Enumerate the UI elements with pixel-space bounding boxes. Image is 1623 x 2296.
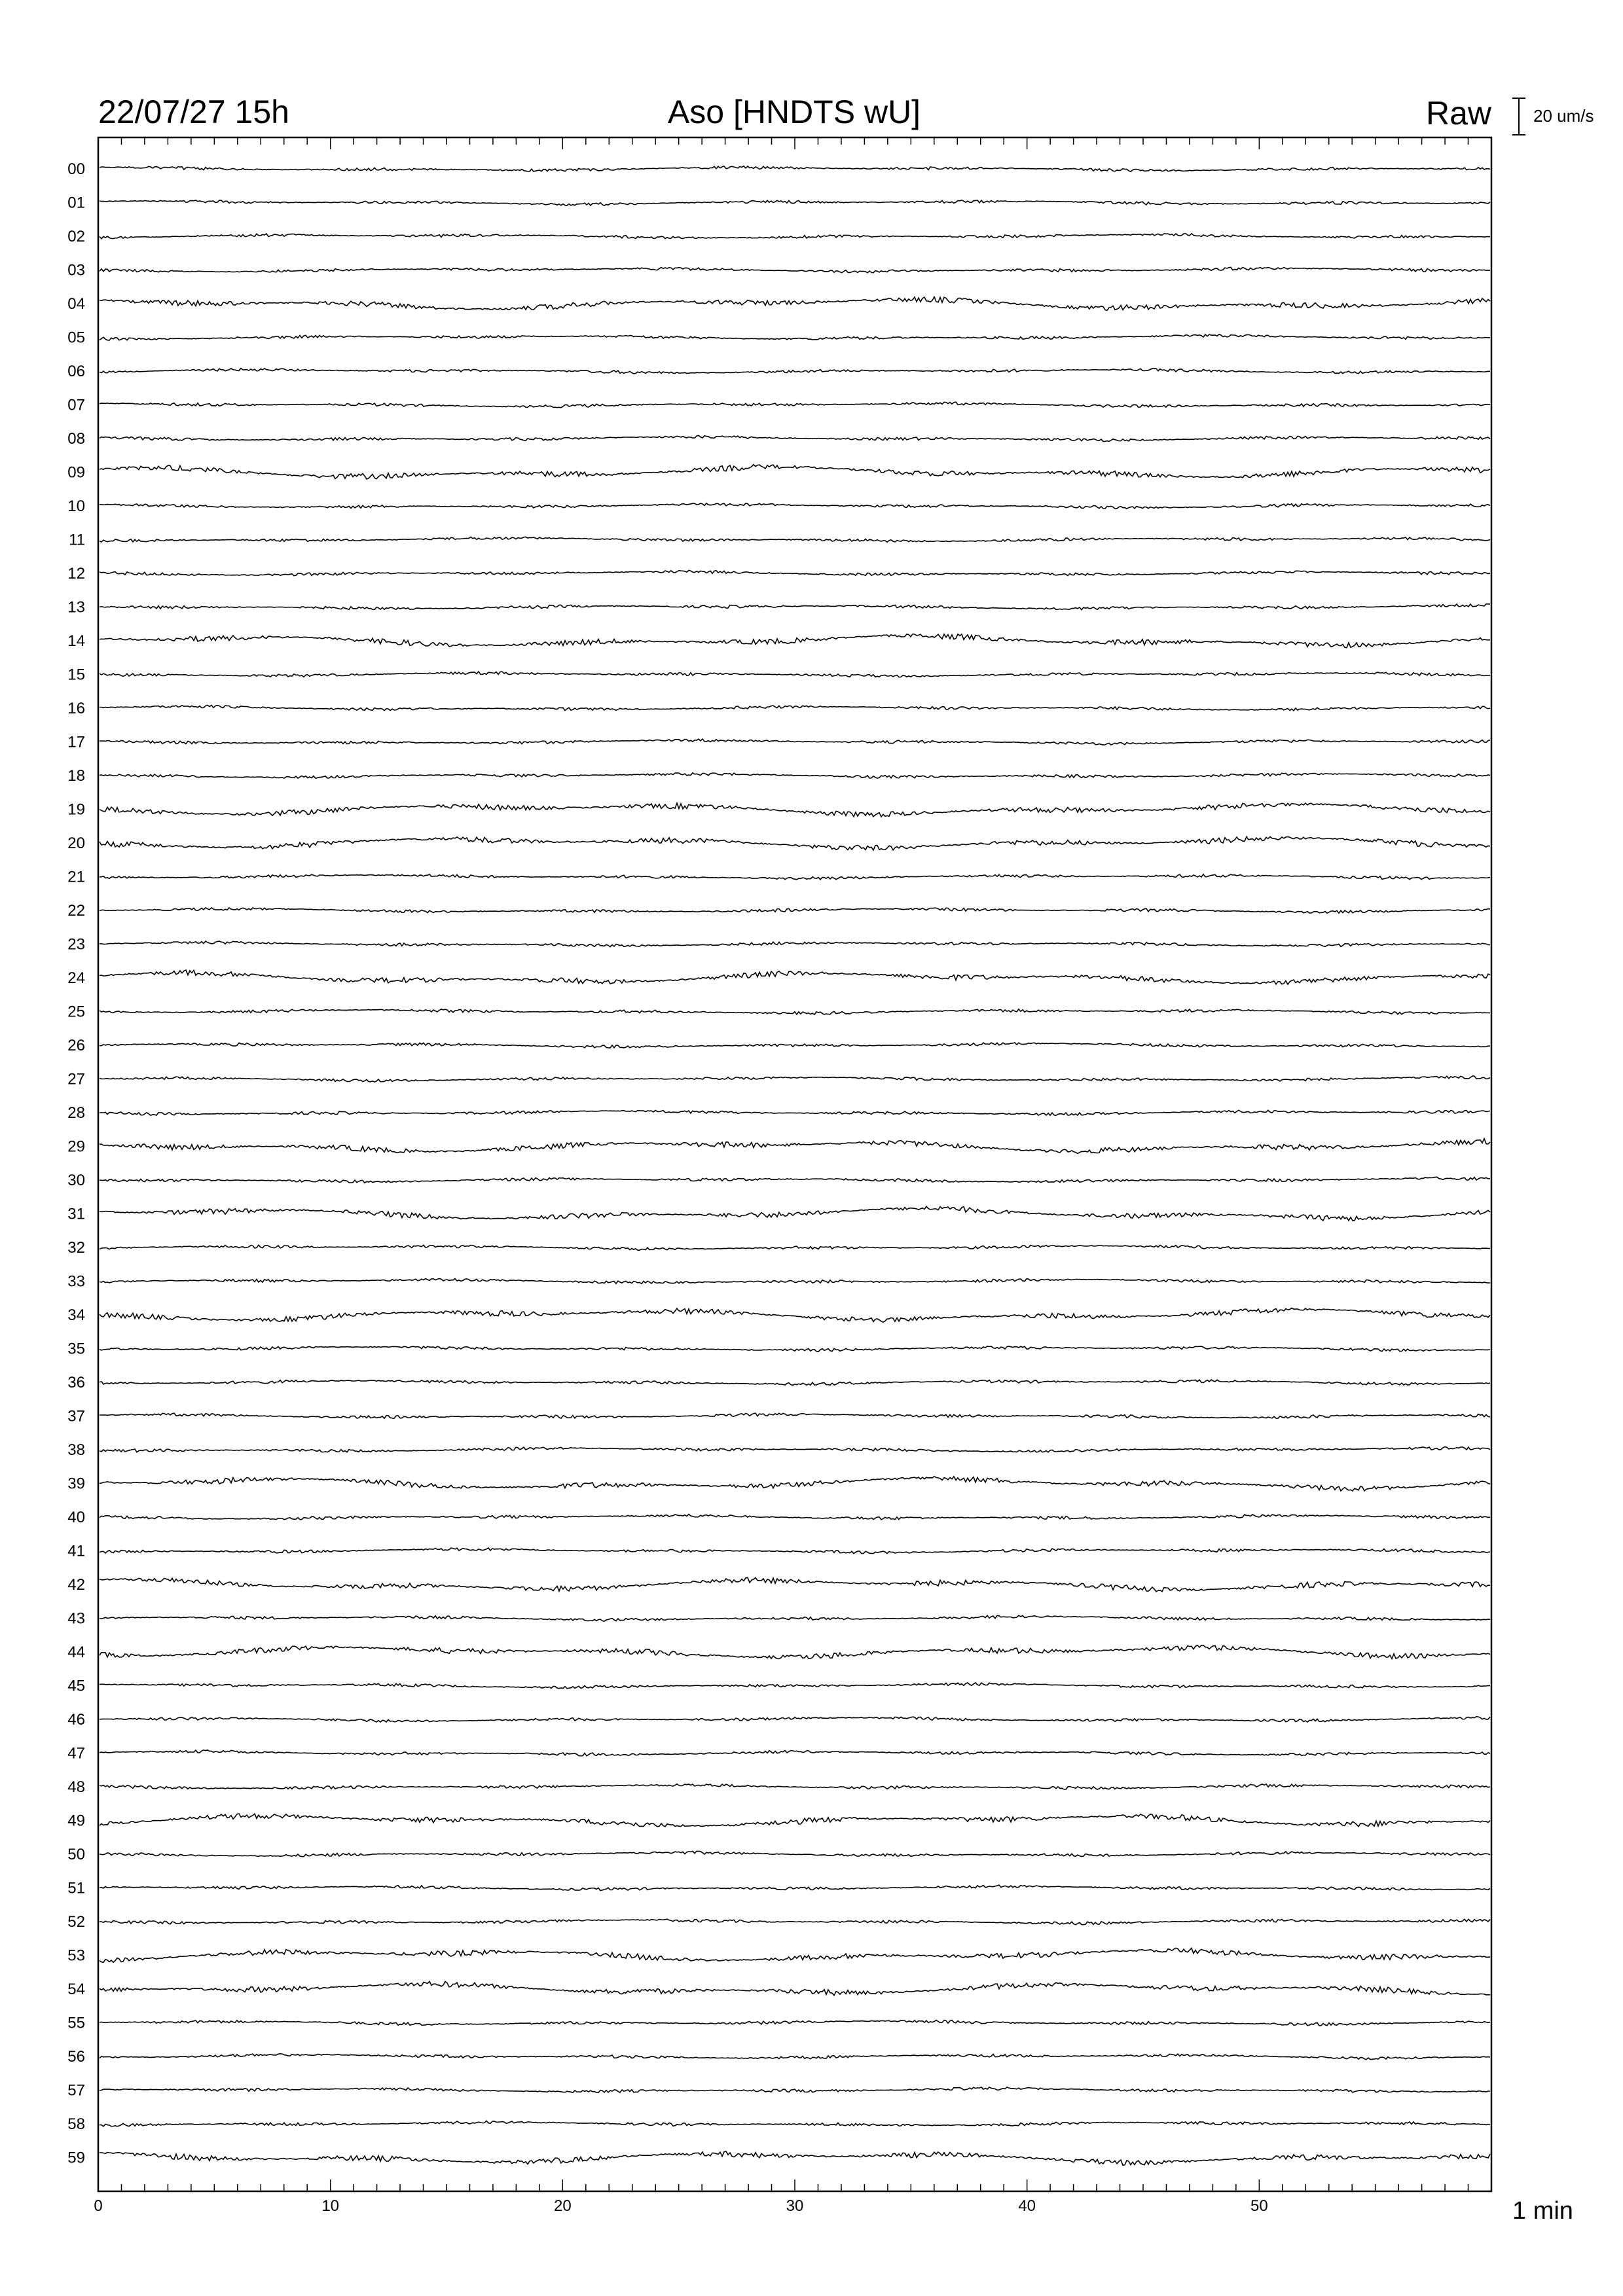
trace-59 <box>100 2151 1490 2165</box>
traces <box>100 166 1490 2165</box>
x-tick-label-3: 30 <box>786 2197 804 2215</box>
trace-20 <box>100 836 1490 850</box>
trace-58 <box>100 2121 1490 2126</box>
trace-44 <box>100 1645 1490 1659</box>
trace-11 <box>100 537 1490 542</box>
amplitude-scale-bar <box>1512 98 1594 135</box>
trace-51 <box>100 1885 1490 1891</box>
row-label-22: 22 <box>67 902 85 920</box>
row-label-11: 11 <box>69 531 85 549</box>
row-label-34: 34 <box>67 1306 85 1324</box>
row-label-14: 14 <box>67 632 85 650</box>
row-label-03: 03 <box>67 261 85 279</box>
trace-03 <box>100 267 1490 272</box>
trace-39 <box>100 1477 1490 1491</box>
trace-16 <box>100 706 1490 711</box>
mode-label: Raw <box>1425 95 1491 132</box>
x-tick-label-2: 20 <box>553 2197 572 2215</box>
row-label-12: 12 <box>67 565 85 583</box>
row-label-16: 16 <box>67 700 85 717</box>
trace-15 <box>100 672 1490 677</box>
trace-54 <box>100 1981 1490 1995</box>
trace-22 <box>100 908 1490 914</box>
row-label-42: 42 <box>67 1576 85 1594</box>
row-label-21: 21 <box>67 868 85 886</box>
row-label-59: 59 <box>67 2149 85 2167</box>
row-label-20: 20 <box>67 834 85 852</box>
row-label-49: 49 <box>67 1812 85 1830</box>
row-label-50: 50 <box>67 1846 85 1863</box>
row-label-13: 13 <box>67 598 85 617</box>
row-label-19: 19 <box>67 800 85 819</box>
trace-31 <box>100 1206 1490 1221</box>
x-axis-label: 1 min <box>1512 2197 1573 2225</box>
row-label-45: 45 <box>67 1677 85 1695</box>
x-tick-label-1: 10 <box>321 2197 340 2215</box>
trace-48 <box>100 1784 1490 1789</box>
row-label-00: 00 <box>67 160 85 178</box>
row-label-35: 35 <box>67 1340 85 1358</box>
row-label-30: 30 <box>67 1172 85 1189</box>
trace-53 <box>100 1948 1490 1962</box>
row-label-47: 47 <box>67 1744 85 1763</box>
trace-25 <box>100 1009 1490 1014</box>
row-label-52: 52 <box>67 1913 85 1931</box>
trace-35 <box>100 1346 1490 1352</box>
trace-41 <box>100 1548 1490 1554</box>
trace-09 <box>100 465 1490 479</box>
row-label-33: 33 <box>67 1272 85 1291</box>
trace-49 <box>100 1814 1490 1827</box>
trace-26 <box>100 1043 1490 1048</box>
trace-08 <box>100 435 1490 441</box>
row-label-17: 17 <box>67 733 85 751</box>
trace-27 <box>100 1076 1490 1082</box>
row-label-02: 02 <box>67 228 85 245</box>
trace-34 <box>100 1308 1490 1323</box>
row-label-48: 48 <box>67 1778 85 1796</box>
trace-29 <box>100 1139 1490 1154</box>
trace-17 <box>100 739 1490 745</box>
row-label-01: 01 <box>67 194 85 212</box>
trace-55 <box>100 2020 1490 2026</box>
trace-10 <box>100 503 1490 509</box>
trace-12 <box>100 570 1490 575</box>
row-label-56: 56 <box>67 2048 85 2066</box>
trace-42 <box>100 1577 1490 1591</box>
trace-47 <box>100 1750 1490 1756</box>
scale-label: 20 um/s <box>1533 106 1594 126</box>
trace-45 <box>100 1683 1490 1689</box>
trace-07 <box>100 402 1490 408</box>
trace-01 <box>100 200 1490 206</box>
trace-38 <box>100 1447 1490 1452</box>
row-label-07: 07 <box>67 396 85 414</box>
row-label-44: 44 <box>67 1643 85 1661</box>
trace-06 <box>100 368 1490 374</box>
row-label-55: 55 <box>67 2014 85 2032</box>
row-label-05: 05 <box>67 329 85 347</box>
row-label-53: 53 <box>67 1946 85 1965</box>
trace-23 <box>100 941 1490 947</box>
row-label-39: 39 <box>67 1475 85 1493</box>
trace-24 <box>100 970 1490 984</box>
datetime-label: 22/07/27 15h <box>98 94 289 130</box>
row-label-43: 43 <box>67 1609 85 1628</box>
trace-02 <box>100 234 1490 239</box>
row-label-51: 51 <box>67 1879 85 1897</box>
row-label-46: 46 <box>67 1711 85 1729</box>
trace-57 <box>100 2087 1490 2092</box>
plot-frame <box>98 137 1491 2191</box>
row-label-29: 29 <box>67 1138 85 1156</box>
trace-30 <box>100 1177 1490 1183</box>
row-label-54: 54 <box>67 1981 85 1998</box>
trace-46 <box>100 1717 1490 1722</box>
row-label-18: 18 <box>67 767 85 785</box>
trace-00 <box>100 166 1490 171</box>
trace-32 <box>100 1245 1490 1250</box>
trace-13 <box>100 604 1490 610</box>
row-label-10: 10 <box>67 497 85 515</box>
trace-05 <box>100 334 1490 340</box>
row-labels <box>67 160 85 2167</box>
trace-04 <box>100 297 1490 311</box>
x-tick-labels <box>94 2197 1267 2215</box>
trace-43 <box>100 1615 1490 1621</box>
row-label-37: 37 <box>67 1407 85 1426</box>
row-label-57: 57 <box>67 2081 85 2100</box>
row-label-23: 23 <box>67 935 85 954</box>
x-tick-label-0: 0 <box>94 2197 103 2215</box>
trace-56 <box>100 2054 1490 2060</box>
row-label-27: 27 <box>67 1070 85 1088</box>
row-label-04: 04 <box>67 295 85 313</box>
row-label-36: 36 <box>67 1374 85 1391</box>
row-label-06: 06 <box>67 363 85 380</box>
x-tick-label-4: 40 <box>1018 2197 1036 2215</box>
row-label-31: 31 <box>67 1205 85 1223</box>
row-label-24: 24 <box>67 969 85 987</box>
row-label-15: 15 <box>67 666 85 684</box>
row-label-32: 32 <box>67 1239 85 1257</box>
minor-ticks <box>98 137 1491 2191</box>
row-label-08: 08 <box>67 430 85 448</box>
row-label-38: 38 <box>67 1441 85 1459</box>
trace-50 <box>100 1851 1490 1856</box>
x-tick-label-5: 50 <box>1250 2197 1268 2215</box>
row-label-09: 09 <box>67 463 85 482</box>
trace-33 <box>100 1279 1490 1284</box>
trace-14 <box>100 634 1490 648</box>
trace-36 <box>100 1380 1490 1385</box>
trace-52 <box>100 1919 1490 1925</box>
row-label-25: 25 <box>67 1003 85 1021</box>
row-label-41: 41 <box>67 1542 85 1560</box>
trace-18 <box>100 773 1490 779</box>
row-label-40: 40 <box>67 1509 85 1526</box>
trace-40 <box>100 1515 1490 1520</box>
row-label-26: 26 <box>67 1037 85 1054</box>
station-title: Aso [HNDTS wU] <box>667 94 921 130</box>
row-label-58: 58 <box>67 2115 85 2133</box>
trace-19 <box>100 803 1490 817</box>
row-label-28: 28 <box>67 1104 85 1122</box>
trace-28 <box>100 1110 1490 1115</box>
trace-21 <box>100 874 1490 880</box>
trace-37 <box>100 1413 1490 1418</box>
